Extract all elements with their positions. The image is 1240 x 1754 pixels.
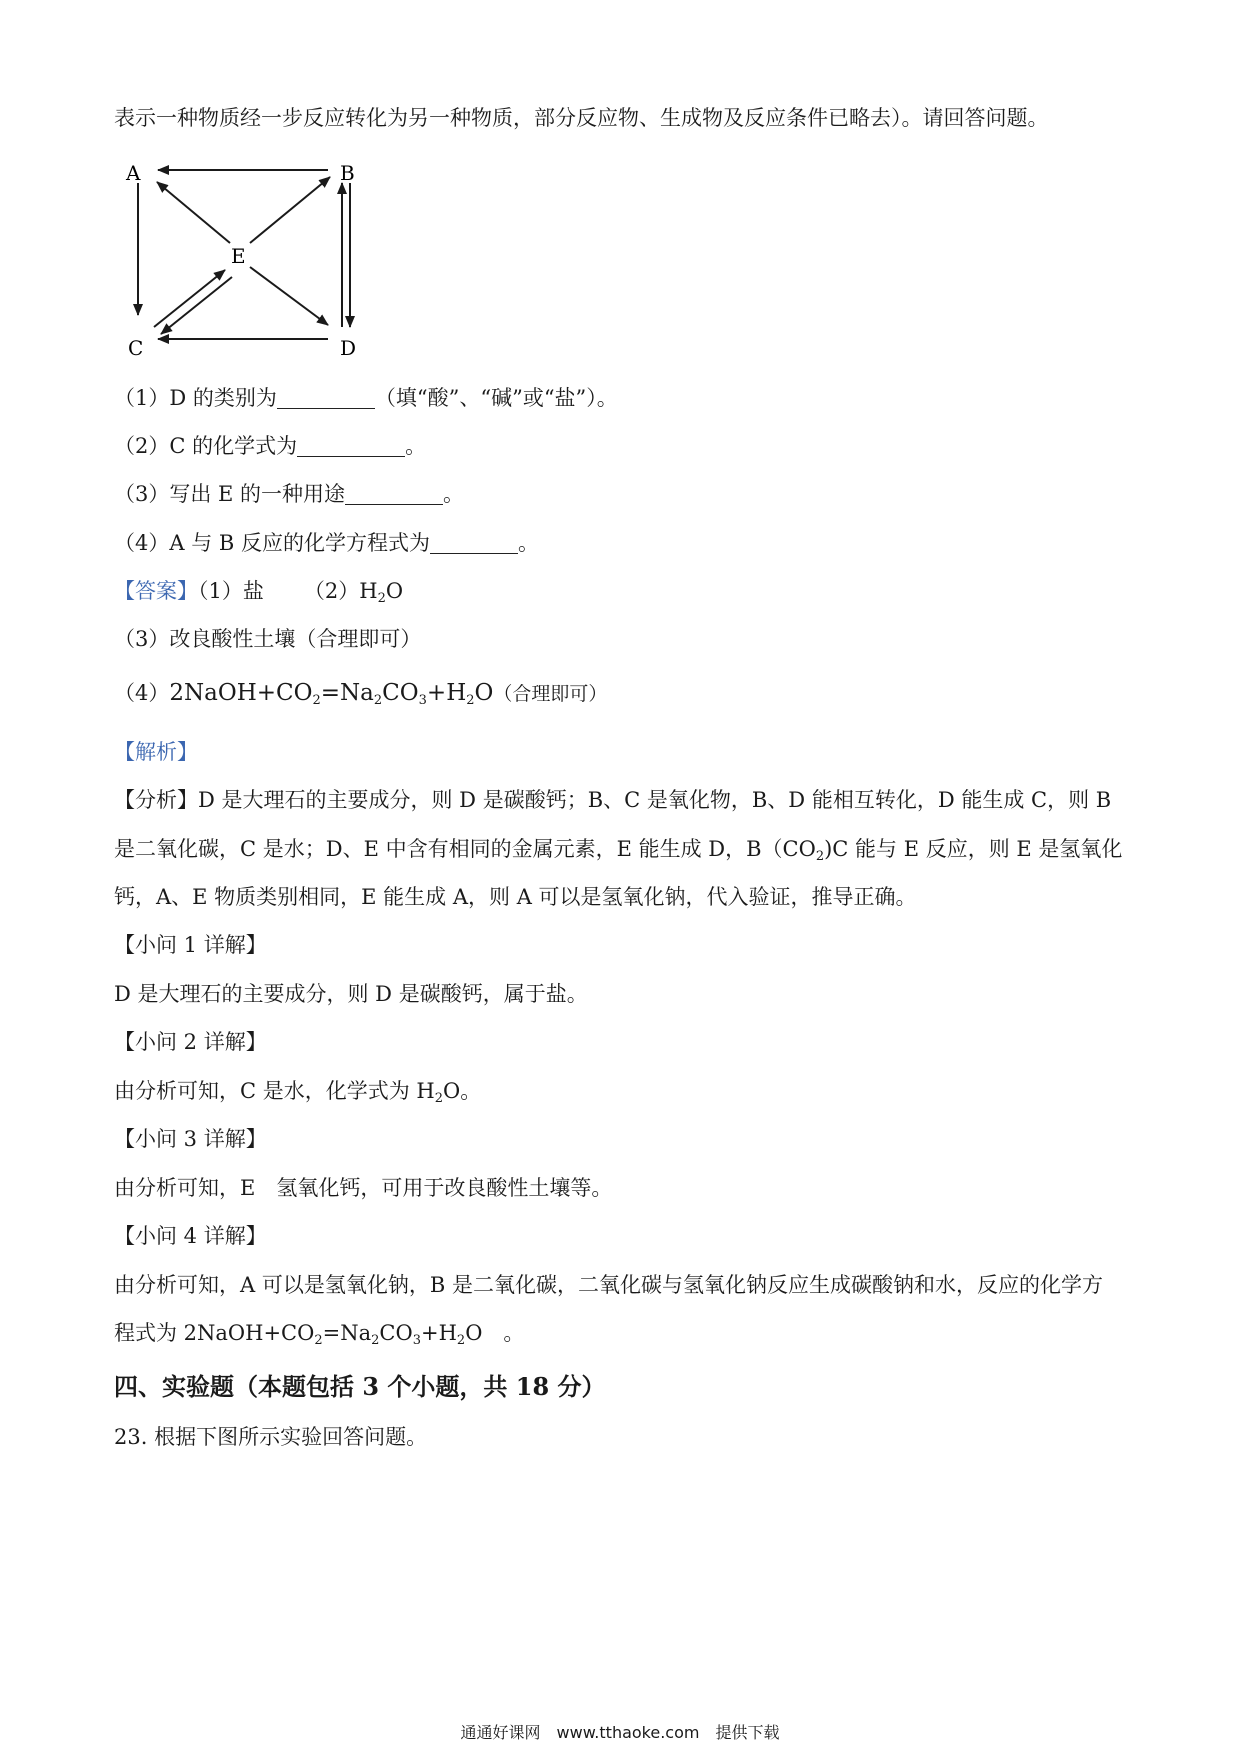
answer-blank xyxy=(430,531,518,554)
detail-4-text-2: 程式为 $2NaOH+CO_2=Na_2CO_3+H_2O$ 。 xyxy=(114,1321,525,1348)
question-2: （2）C 的化学式为 。 xyxy=(114,434,427,458)
node-b: B xyxy=(340,161,355,185)
analysis-para-1: 【分析】D 是大理石的主要成分，则 D 是碳酸钙；B、C 是氧化物，B、D 能相互转化，D 能生成 C，则 B xyxy=(114,788,1112,812)
intro-text: 表示一种物质经一步反应转化为另一种物质，部分反应物、生成物及反应条件已略去）。请回答问题。 xyxy=(114,106,1049,130)
answer-line-4: $(4)2NaOH+CO_2=Na_2CO_3+H_2O$（合理即可） xyxy=(114,680,608,708)
detail-1-title: 【小问 1 详解】 xyxy=(114,933,267,957)
node-d: D xyxy=(340,336,357,360)
question-3: （3）写出 E 的一种用途 。 xyxy=(114,482,465,506)
analysis-tag: 【解析】 xyxy=(114,740,198,764)
analysis-para-2: 是二氧化碳，C 是水；D、E 中含有相同的金属元素，E 能生成 D，$B(CO_2)C$ 能与 E 反应，则 E 是氢氧化 xyxy=(114,837,1123,864)
detail-2-text: 由分析可知，C 是水，化学式为 $H_2O$。 xyxy=(114,1079,482,1106)
analysis-para-3: 钙，A、E 物质类别相同，E 能生成 A，则 A 可以是氢氧化钠，代入验证，推导正确。 xyxy=(114,885,917,909)
detail-4-text-1: 由分析可知，A 可以是氢氧化钠，B 是二氧化碳，二氧化碳与氢氧化钠反应生成碳酸钠和水，反应的化学方 xyxy=(114,1273,1103,1297)
node-a: A xyxy=(126,161,141,185)
detail-4-title: 【小问 4 详解】 xyxy=(114,1224,267,1248)
question-1: （1）D 的类别为 （填“酸”、“碱”或“盐”）。 xyxy=(114,386,618,410)
answer-blank xyxy=(345,482,443,505)
node-e: E xyxy=(231,244,246,268)
detail-3-text: 由分析可知，E 氢氧化钙，可用于改良酸性土壤等。 xyxy=(114,1176,613,1200)
transformation-diagram xyxy=(120,155,380,360)
arrow-e-to-d xyxy=(250,267,328,325)
detail-2-title: 【小问 2 详解】 xyxy=(114,1030,267,1054)
arrow-e-to-b xyxy=(250,177,330,243)
question-4: （4）A 与 B 反应的化学方程式为 。 xyxy=(114,531,539,555)
arrow-c-to-e xyxy=(154,270,225,327)
arrow-e-to-c xyxy=(161,277,232,334)
node-c: C xyxy=(128,336,144,360)
detail-1-text: D 是大理石的主要成分，则 D 是碳酸钙，属于盐。 xyxy=(114,982,588,1006)
equation: $2NaOH+CO_2=Na_2CO_3+H_2O$ xyxy=(169,680,494,708)
answer-blank xyxy=(277,386,375,409)
answer-tag: 【答案】 xyxy=(114,579,198,603)
question-23: 23. 根据下图所示实验回答问题。 xyxy=(114,1425,428,1449)
page-footer: 通通好课网 www.tthaoke.com 提供下载 xyxy=(460,1723,780,1742)
answer-line-3: （3）改良酸性土壤（合理即可） xyxy=(114,627,422,651)
answer-line-1: 【答案】（1）盐 $(2)H_2O$ xyxy=(114,579,404,606)
detail-3-title: 【小问 3 详解】 xyxy=(114,1127,267,1151)
arrow-e-to-a xyxy=(157,182,230,243)
answer-blank xyxy=(297,434,405,457)
section-heading: 四、实验题（本题包括 3 个小题，共 18 分） xyxy=(114,1372,606,1401)
